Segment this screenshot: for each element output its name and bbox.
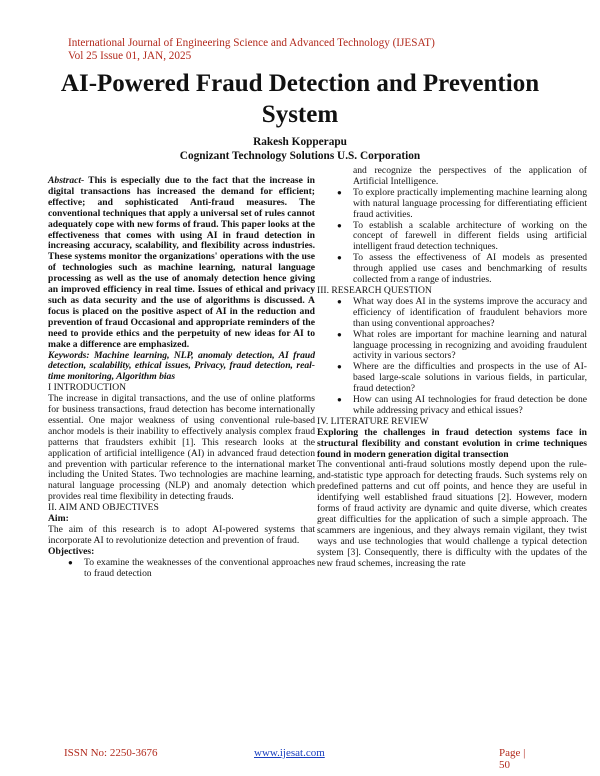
intro-text: The increase in digital transactions, and the use of online platforms for business transactions, fraud detection has become internationally essential. One major weakness of using conventional rule-based anchor models is their inability to effectively analysis complex fraud patterns that fraudsters exhibit [1]. This research looks at the application of artificial intelligence (AI) in advanced fraud detection and prevention with particular reference to the international market including the United States. Two technologies are machine learning, natural language processing (NLP) and anomaly detection which provides real time flexibility in detecting frauds. <box>48 393 315 503</box>
literature-text: The conventional anti-fraud solutions mostly depend upon the rule-and-statistic type approach for detecting frauds. Such systems rely on predefined patterns and cut off points, and hence they are useful in identifying well established fraud situations [2]. However, modern forms of fraud activity are dynamic and quite diverse, which creates great difficulties for the application of such a simple approach. The scammers are ingenious, and they always remain vigilant, they twist ways and use technologies that would challenge a typical detection system [3]. Consequently, there is difficulty with the updates of the new fraud schemes, increasing the rate <box>317 459 587 569</box>
abstract <box>48 176 315 351</box>
research-question-item: ● How can using AI technologies for fraud detection be done while addressing privacy and ethical issues? <box>317 395 587 417</box>
journal-issue: Vol 25 Issue 01, JAN, 2025 <box>68 50 192 62</box>
right-column <box>317 166 587 570</box>
intro-heading: I INTRODUCTION <box>48 382 127 394</box>
abstract-text: This is especially due to the fact that the increase in digital transactions has increased the demand for efficient; effective; and sophisticated Anti-fraud measures. The conventional techniques that apply a universal set of rules cannot adequately cope with new forms of fraud. This paper looks at the effectiveness that comes with using AI in fraud detection in increasing accuracy, scalability, and flexibility across industries. These systems monitor the organizations' operations with the use of technologies such as machine learning, natural language processing as well as the use of anomaly detection hence giving an improved efficiency in real time. Issues of ethical and privacy such as data security and the use of algorithms is discussed. A focus is placed on the positive aspect of AI in the reduction and prevention of fraud Occasional and appropriate reminders of the need to provide ethics and the perpetuity of new ideas for AI to make a difference are emphasized. <box>48 175 315 350</box>
research-question-item: ● What roles are important for machine learning and natural language processing in recognizing and avoiding fraudulent activity in various sectors? <box>317 330 587 363</box>
objectives-list-cont <box>317 166 587 286</box>
objective-item-continued <box>317 166 587 188</box>
objective-continued-text: and recognize the perspectives of the application of Artificial Intelligence. <box>353 165 587 187</box>
author-name: Rakesh Kopperapu <box>253 136 347 148</box>
objective-item: ● To establish a scalable architecture of working on the concept of farewell in different fields using artificial intelligent fraud detection techniques. <box>317 221 587 254</box>
research-question-item: ● What way does AI in the systems improve the accuracy and efficiency of identification of fraudulent behaviors more than using conventional approaches? <box>317 297 587 330</box>
abstract-label: Abstract- <box>48 175 85 186</box>
paper-title: AI-Powered Fraud Detection and Prevention System <box>60 70 540 128</box>
keywords: Keywords: Machine learning, NLP, anomaly detection, AI fraud detection, scalability, ethical issues, Privacy, fraud detection, real-time monitoring, Algorithm bias <box>48 349 315 383</box>
aims-heading: II. AIM AND OBJECTIVES <box>48 502 159 514</box>
footer-page-number: Page | 50 <box>499 747 526 771</box>
literature-subheading: Exploring the challenges in fraud detection systems face in structural flexibility and constant evolution in crime techniques found in modern generation digital transection <box>317 426 587 460</box>
objective-item: ● To explore practically implementing machine learning along with natural language processing for differentiating efficient fraud activities. <box>317 188 587 221</box>
journal-header <box>68 37 435 63</box>
author-affiliation: Cognizant Technology Solutions U.S. Corporation <box>179 150 421 162</box>
author-block <box>40 135 560 163</box>
research-question-heading: III. RESEARCH QUESTION <box>317 284 432 296</box>
research-question-item: ● Where are the difficulties and prospects in the use of AI-based large-scale solutions in various fields, in particular, fraud detection? <box>317 362 587 395</box>
left-column <box>48 176 315 580</box>
objectives-list-start <box>48 558 315 580</box>
literature-heading: IV. LITERATURE REVIEW <box>317 415 429 427</box>
aim-label: Aim: <box>48 513 69 525</box>
journal-name: International Journal of Engineering Science and Advanced Technology (IJESAT) <box>68 37 435 49</box>
footer-url-link[interactable]: www.ijesat.com <box>254 747 325 759</box>
aim-text: The aim of this research is to adopt AI-powered systems that incorporate AI to revolutionize detection and prevention of fraud. <box>48 524 315 546</box>
footer-issn: ISSN No: 2250-3676 <box>64 747 158 759</box>
objective-item: ● To examine the weaknesses of the conventional approaches to fraud detection <box>48 558 315 580</box>
objective-item: ● To assess the effectiveness of AI models as presented through applied use cases and benchmarking of results collected from a range of industries. <box>317 253 587 286</box>
objectives-label: Objectives: <box>48 545 95 557</box>
research-question-list <box>317 297 587 417</box>
